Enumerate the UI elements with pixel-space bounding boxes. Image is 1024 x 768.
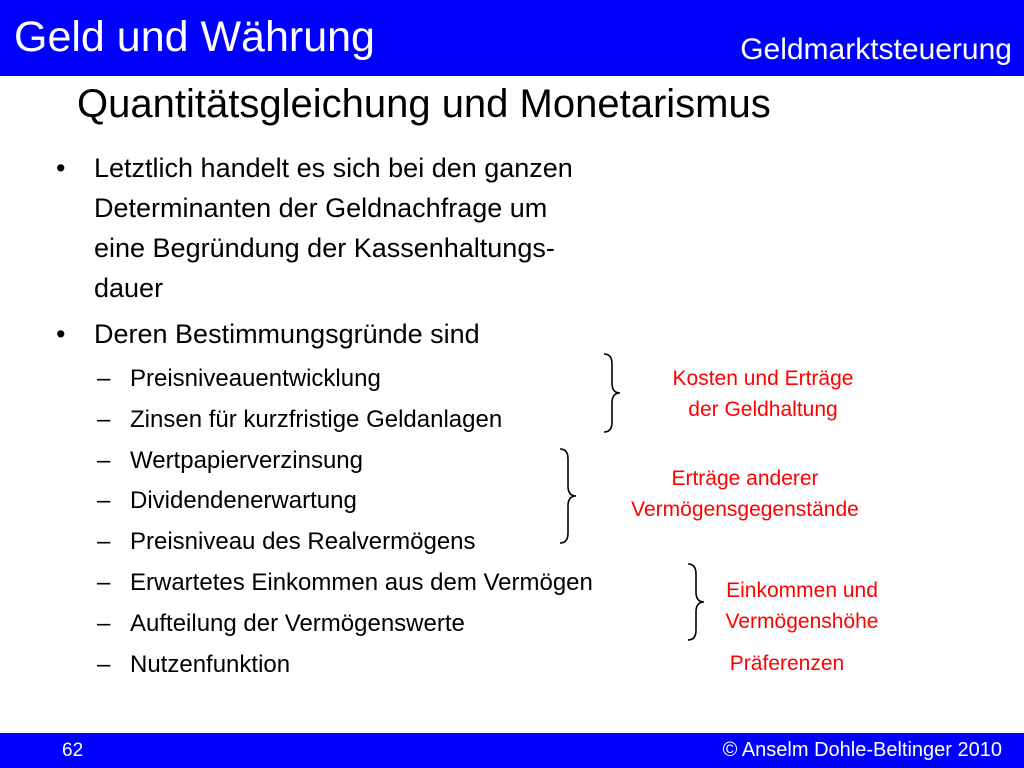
course-title: Geld und Währung bbox=[14, 13, 375, 61]
annotation-line: Kosten und Erträge bbox=[672, 367, 854, 390]
annotation-costs-returns bbox=[652, 363, 874, 425]
slide-title: Quantitätsgleichung und Monetarismus bbox=[77, 82, 771, 126]
dash-marker: – bbox=[97, 651, 111, 678]
annotation-line: der Geldhaltung bbox=[688, 398, 838, 421]
dash-marker: – bbox=[97, 447, 111, 474]
bullet-text bbox=[94, 148, 573, 308]
sub-item-text: Dividendenerwartung bbox=[130, 487, 357, 514]
sub-item-text: Erwartetes Einkommen aus dem Vermögen bbox=[130, 569, 593, 596]
curly-brace-icon bbox=[600, 352, 624, 434]
dash-marker: – bbox=[97, 406, 111, 433]
dash-marker: – bbox=[97, 569, 111, 596]
dash-marker: – bbox=[97, 365, 111, 392]
sub-item-text: Preisniveauentwicklung bbox=[130, 365, 381, 392]
annotation-line: Präferenzen bbox=[729, 652, 845, 675]
dash-marker: – bbox=[97, 610, 111, 637]
sub-item-text: Nutzenfunktion bbox=[130, 651, 291, 678]
bullet-marker: • bbox=[56, 319, 66, 349]
annotation-other-assets bbox=[600, 463, 890, 525]
sub-item-text: Aufteilung der Vermögenswerte bbox=[130, 610, 465, 637]
bullet-line: Letztlich handelt es sich bei den ganzen bbox=[94, 153, 573, 183]
dash-marker: – bbox=[97, 528, 111, 555]
annotation-line: Einkommen und bbox=[726, 579, 878, 602]
bullet-line: dauer bbox=[94, 273, 164, 303]
dash-marker: – bbox=[97, 487, 111, 514]
curly-brace-icon bbox=[556, 447, 580, 545]
annotation-preferences bbox=[702, 648, 872, 679]
footer-bar bbox=[0, 733, 1024, 768]
sub-item-text: Zinsen für kurzfristige Geldanlagen bbox=[130, 406, 503, 433]
annotation-line: Vermögensgegenstände bbox=[631, 498, 859, 521]
copyright-notice: © Anselm Dohle-Beltinger 2010 bbox=[722, 739, 1002, 761]
bullet-text bbox=[94, 314, 480, 354]
annotation-line: Vermögenshöhe bbox=[725, 610, 879, 633]
sub-item-text: Preisniveau des Realvermögens bbox=[130, 528, 476, 555]
bullet-line: eine Begründung der Kassenhaltungs- bbox=[94, 233, 555, 263]
bullet-line: Deren Bestimmungsgründe sind bbox=[94, 319, 480, 349]
bullet-marker: • bbox=[56, 153, 66, 183]
sub-item-text: Wertpapierverzinsung bbox=[130, 447, 364, 474]
annotation-line: Erträge anderer bbox=[671, 467, 819, 490]
header-bar bbox=[0, 0, 1024, 76]
bullet-line: Determinanten der Geldnachfrage um bbox=[94, 193, 548, 223]
page-number: 62 bbox=[62, 740, 84, 761]
section-title: Geldmarktsteuerung bbox=[740, 33, 1012, 66]
annotation-income-wealth bbox=[702, 575, 902, 637]
